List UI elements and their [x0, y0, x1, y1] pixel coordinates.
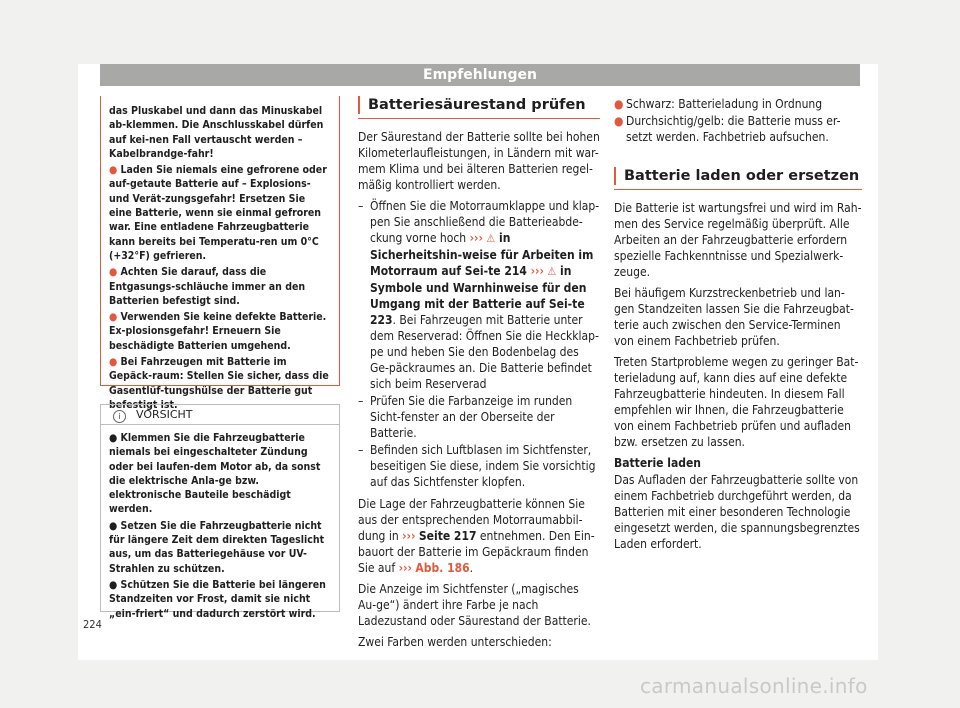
warning-triangle-icon: ⚠ — [547, 265, 557, 278]
caution-item: ● Setzen Sie die Fahrzeugbatterie nicht für längere Zeit dem direkten Tageslicht aus, um das Batteriegehäuse vor UV-Strahlen zu schützen. — [109, 519, 325, 575]
caution-title: VORSICHT — [136, 408, 193, 421]
paragraph: Das Aufladen der Fahrzeugbatterie sollte von einem Fachbetrieb durchgeführt werden, da Batterien mit einer besonderen Technologie eingesetzt werden, die spannungsbegrenztes Laden erfordert. — [614, 473, 860, 551]
paragraph: Der Säurestand der Batterie sollte bei hohen Kilometerlaufleistungen, in Ländern mit war-mem Klima und bei älteren Batterien regel-mäßig kontrolliert werden. — [358, 130, 600, 192]
caution-item: ● Schützen Sie die Batterie bei längeren Standzeiten vor Frost, damit sie nicht „ein-friert“ und dadurch zerstört wird. — [109, 578, 326, 620]
paragraph: Die Batterie ist wartungsfrei und wird im Rah-men des Service regelmäßig überprüft. Alle Arbeiten an der Fahrzeugbatterie erfordern spezielle Fachkenntnisse und Spezialwerk-zeuge. — [614, 201, 862, 279]
step-item: – Prüfen Sie die Farbanzeige im runden Sicht-fenster an der Oberseite der Batterie. — [358, 394, 573, 440]
title-rule — [358, 118, 600, 119]
step-item: – Öffnen Sie die Motorraumklappe und klap-pen Sie anschließend die Batterieabde-ckung vorne hoch ››› ⚠ in Sicherheitshin-weise für Arbeiten im Motorraum auf Sei-te 214 ››› ⚠ in Symbole und Warnhinweise für den Umgang mit der Batterie auf Sei-te 223. Bei Fahrzeugen mit Batterie unter dem Reserverad: Öffnen Sie die Heckklap-pe und heben Sie den Bodenbelag des Ge-päckraumes an. Die Batterie befindet sich beim Reserverad — [358, 199, 600, 391]
title-rule — [614, 189, 862, 190]
warning-item: ● Achten Sie darauf, dass die Entgasungs-schläuche immer an den Batterien befestigt sind. — [109, 266, 306, 307]
ref-arrow: ››› — [469, 231, 483, 245]
watermark: carmanualsonline.info — [640, 674, 868, 698]
middle-column — [358, 96, 600, 655]
paragraph: Bei häufigem Kurzstreckenbetrieb und lan-gen Standzeiten lassen Sie die Fahrzeugbat-terie auch zwischen den Service-Terminen von einem Fachbetrieb prüfen. — [614, 286, 854, 348]
color-bullet: ● Durchsichtig/gelb: die Batterie muss er-setzt werden. Fachbetrieb aufsuchen. — [614, 114, 841, 144]
caution-header — [101, 405, 339, 425]
info-icon: i — [113, 410, 126, 423]
paragraph: Treten Startprobleme wegen zu geringer Bat-terieladung auf, kann dies auf eine defekte Fahrzeugbatterie hindeuten. In diesem Fall empfehlen wir Ihnen, die Fahrzeugbatterie von einem Fachbetrieb prüfen und aufladen bzw. ersetzen zu lassen. — [614, 355, 859, 449]
page-reference-link[interactable]: Seite 217 — [418, 529, 477, 543]
section-title-laden: Batterie laden oder ersetzen — [614, 167, 862, 185]
right-column — [614, 96, 862, 557]
warning-item: ● Verwenden Sie keine defekte Batterie. Ex-plosionsgefahr! Erneuern Sie beschädigte Batterien umgehend. — [109, 311, 327, 352]
subheading: Batterie laden — [614, 456, 701, 470]
ref-arrow: ››› — [530, 264, 544, 278]
warning-triangle-icon: ⚠ — [486, 232, 496, 245]
warning-box — [100, 96, 340, 411]
paragraph: Zwei Farben werden unterschieden: — [358, 635, 552, 649]
paragraph: Die Anzeige im Sichtfenster („magisches Au-ge“) ändert ihre Farbe je nach Ladezustand oder Säurestand der Batterie. — [358, 582, 591, 628]
warning-item: ● Bei Fahrzeugen mit Batterie im Gepäck-raum: Stellen Sie sicher, dass die Gasentlüf-tungshülse der Batterie gut befestigt ist. — [109, 356, 329, 411]
paragraph: Die Lage der Fahrzeugbatterie können Sie aus der entsprechenden Motorraumabbil-dung in ››› Seite 217 entnehmen. Den Ein-bauort der Batterie im Gepäckraum finden Sie auf ››› Abb. 186. — [358, 497, 595, 575]
warning-intro: das Pluskabel und dann das Minuskabel ab-klemmen. Die Anschlusskabel dürfen auf kei-nen Fall vertauscht werden – Kabelbrandge-fahr! — [109, 105, 324, 160]
caution-item: ● Klemmen Sie die Fahrzeugbatterie niemals bei eingeschalteter Zündung oder bei laufen-dem Motor ab, da sonst die elektrische Anla-ge bzw. elektronische Bauteile beschädigt werden. — [109, 432, 321, 516]
figure-reference-link[interactable]: Abb. 186 — [415, 561, 470, 575]
step-item: – Befinden sich Luftblasen im Sichtfenster, beseitigen Sie diese, indem Sie vorsichtig auf das Sichtfenster klopfen. — [358, 443, 596, 489]
section-title-saeurestand: Batteriesäurestand prüfen — [358, 96, 600, 114]
caution-box — [100, 404, 340, 620]
page-number: 224 — [83, 618, 102, 631]
warning-item: ● Laden Sie niemals eine gefrorene oder auf-getaute Batterie auf – Explosions- und Verät-zungsgefahr! Ersetzen Sie eine Batterie, wenn sie einmal gefroren war. Eine entladene Fahrzeugbatterie kann bereits bei Temperatu-ren um 0°C (+32°F) gefrieren. — [109, 164, 327, 262]
section-header: Empfehlungen — [100, 64, 860, 86]
color-bullet: ● Schwarz: Batterieladung in Ordnung — [614, 97, 823, 111]
